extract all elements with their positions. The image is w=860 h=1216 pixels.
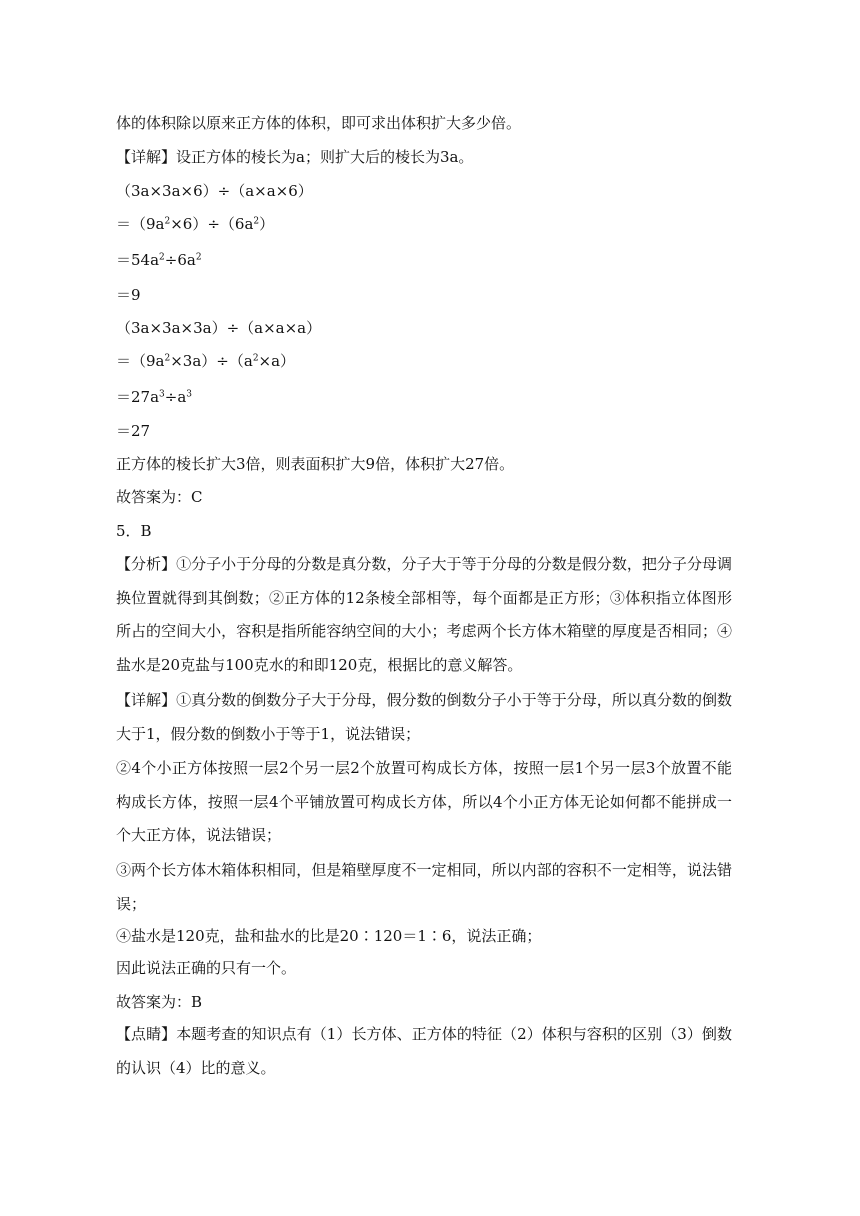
comment-paragraph: 【点睛】本题考查的知识点有（1）长方体、正方体的特征（2）体积与容积的区别（3）倒数的认识（4）比的意义。 xyxy=(116,1025,732,1077)
formula-line: $=27a^3\div a^3$ xyxy=(116,388,193,406)
formula-line: $=(9a^2\times 6)\div(6a^2)$ xyxy=(116,215,275,233)
analysis-paragraph: 【分析】①分子小于分母的分数是真分数，分子大于等于分母的分数是假分数，把分子分母调换位置就得到其倒数；②正方体的12条棱全部相等，每个面都是正方形；③体积指立体图形所占的空间大小，容积是指所能容纳空间的大小；考虑两个长方体木箱壁的厚度是否相同；④盐水是20克盐与100克水的和即120克，根据比的意义解答。 xyxy=(116,555,732,674)
formula-line: （3a×3a×3a）÷（a×a×a） xyxy=(116,319,322,337)
formula-line: $=54a^2\div 6a^2$ xyxy=(116,251,202,269)
formula-line: ＝27 xyxy=(116,422,151,440)
detail-paragraph: ③两个长方体木箱体积相同，但是箱壁厚度不一定相同，所以内部的容积不一定相等，说法错误； xyxy=(116,861,732,913)
detail-heading-line: 【详解】设正方体的棱长为a；则扩大后的棱长为3a。 xyxy=(116,148,474,166)
answer-line: 故答案为：B xyxy=(116,993,203,1011)
detail-paragraph: 【详解】①真分数的倒数分子大于分母，假分数的倒数分子小于等于分母，所以真分数的倒数大于1，假分数的倒数小于等于1，说法错误； xyxy=(116,691,732,743)
answer-line: 故答案为：C xyxy=(116,488,203,506)
formula-line: $=(9a^2\times 3a)\div(a^2\times a)$ xyxy=(116,352,296,370)
paragraph-text: 体的体积除以原来正方体的体积，即可求出体积扩大多少倍。 xyxy=(116,114,522,132)
formula-line: ＝9 xyxy=(116,286,141,304)
formula-line: （3a×3a×6）÷（a×a×6） xyxy=(116,182,313,200)
question-number: 5．B xyxy=(116,522,152,540)
detail-paragraph: ②4个小正方体按照一层2个另一层2个放置可构成长方体，按照一层1个另一层3个放置不能构成长方体，按照一层4个平铺放置可构成长方体，所以4个小正方体无论如何都不能拼成一个大正方体，说法错误； xyxy=(116,759,732,844)
paragraph-text: 正方体的棱长扩大3倍，则表面积扩大9倍，体积扩大27倍。 xyxy=(116,455,515,473)
paragraph-text: 因此说法正确的只有一个。 xyxy=(116,959,297,977)
detail-paragraph: ④盐水是120克，盐和盐水的比是20∶120＝1∶6，说法正确； xyxy=(116,927,542,945)
